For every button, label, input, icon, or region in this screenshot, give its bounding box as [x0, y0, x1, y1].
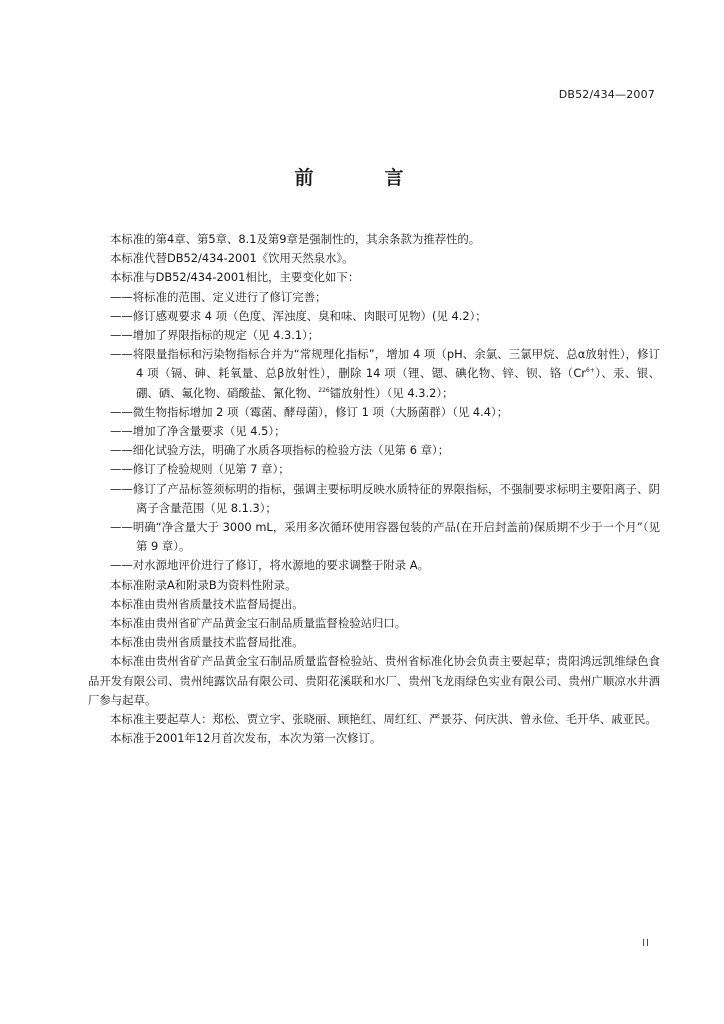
- page-number: II: [642, 938, 650, 949]
- change-item: ——细化试验方法，明确了水质各项指标的检验方法（见第 6 章）；: [110, 443, 450, 458]
- change-item: ——增加了净含量要求（见 4.5）；: [110, 424, 286, 439]
- change-item: ——明确“净含量大于 3000 mL，采用多次循环使用容器包装的产品(在开启封盖前)保质期不少于一个月”（见第 9 章）。: [110, 520, 660, 554]
- superscript: 6+: [585, 367, 595, 375]
- foreword-body: [88, 230, 660, 748]
- paragraph-proposed-by: 本标准由贵州省质量技术监督局提出。: [110, 596, 304, 611]
- change-item: [88, 345, 660, 403]
- paragraph-approved-by: 本标准由贵州省质量技术监督局批准。: [110, 635, 304, 650]
- paragraph-replaces: 本标准代替DB52/434-2001《饮用天然泉水》。: [110, 251, 354, 266]
- change-item: ——对水源地评价进行了修订，将水源地的要求调整于附录 A。: [110, 558, 429, 573]
- superscript: 226: [318, 386, 330, 394]
- page-title: 前 言: [294, 167, 430, 189]
- standard-code: DB52/434—2007: [558, 88, 655, 101]
- paragraph-history: 本标准于2001年12月首次发布，本次为第一次修订。: [110, 731, 382, 746]
- change-item: ——微生物指标增加 2 项（霉菌、酵母菌），修订 1 项（大肠菌群）（见 4.4）；: [110, 404, 509, 419]
- paragraph-centralized-by: 本标准由贵州省矿产品黄金宝石制品质量监督检验站归口。: [110, 616, 407, 631]
- change-item-text: ）、汞、银、硼、硒、氟化物、硝酸盐、氰化物、: [136, 366, 660, 400]
- change-item-text: 镭放射性）（见 4.3.2）；: [329, 385, 454, 400]
- paragraph-appendix: 本标准附录A和附录B为资料性附录。: [110, 577, 297, 592]
- change-item: ——修订了检验规则（见第 7 章）；: [110, 462, 290, 477]
- change-item: ——将标准的范围、定义进行了修订完善；: [110, 289, 327, 304]
- paragraph-drafted-by: 本标准由贵州省矿产品黄金宝石制品质量监督检验站、贵州省标准化协会负责主要起草；贵阳鸿远凯维绿色食品开发有限公司、贵州纯露饮品有限公司、贵阳花溪联和水厂、贵州飞龙雨绿色实业有限公司、贵州广顺凉水井酒厂参与起草。: [88, 654, 660, 707]
- paragraph-mandatory: 本标准的第4章、第5章、8.1及第9章是强制性的，其余条款为推荐性的。: [110, 232, 481, 246]
- paragraph-changes-intro: 本标准与DB52/434-2001相比，主要变化如下：: [110, 270, 360, 285]
- paragraph-drafters: 本标准主要起草人：郑松、贾立宇、张晓丽、顾艳红、周红红、严景芬、何庆洪、曾永俭、毛开华、戚亚民。: [110, 712, 657, 727]
- change-item: ——修订了产品标签须标明的指标，强调主要标明反映水质特征的界限指标，不强制要求标明主要阳离子、阴离子含量范围（见 8.1.3）；: [110, 481, 660, 515]
- change-item: ——修订感观要求 4 项（色度、浑浊度、臭和味、肉眼可见物）(见 4.2）；: [110, 308, 487, 323]
- change-item-text: ——将限量指标和污染物指标合并为“常规理化指标”，增加 4 项（pH、余氯、三氯甲烷、总α放射性），修订 4 项（镉、砷、耗氧量、总β放射性），删除 14 项（锂、锶、碘化物、锌、钡、铬（Cr: [110, 347, 660, 381]
- change-item: ——增加了界限指标的规定（见 4.3.1）；: [110, 328, 320, 343]
